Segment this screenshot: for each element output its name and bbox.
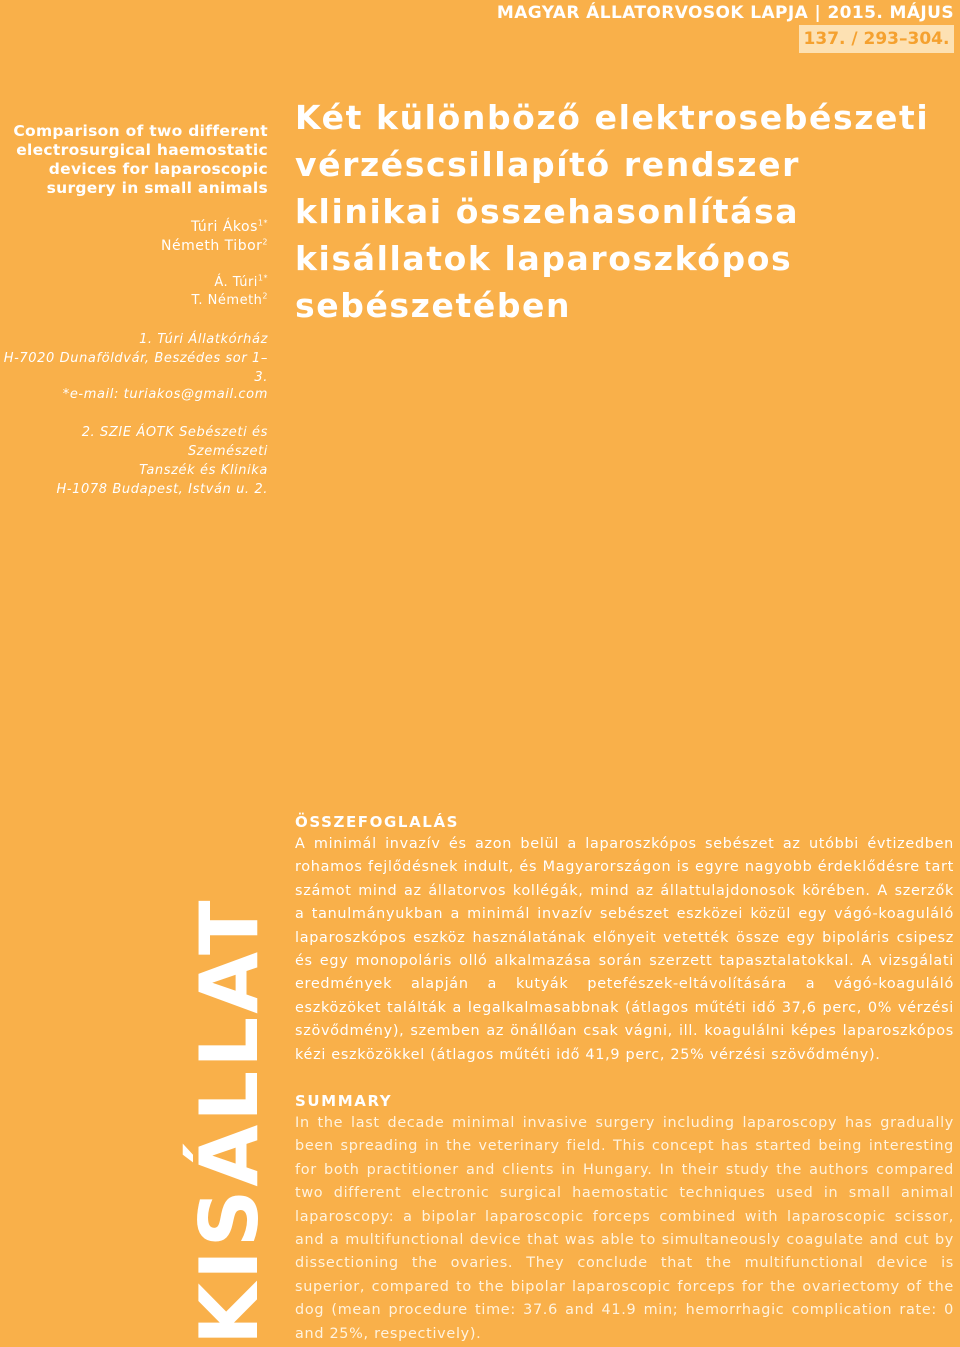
affiliation-2: 2. SZIE ÁOTK Sebészeti és Szemészeti Tanszék és Klinika H-1078 Budapest, István u. 2. — [56, 425, 268, 497]
abstract-en-heading: SUMMARY — [295, 1092, 393, 1110]
author-2: Németh Tibor$^2$ — [161, 237, 268, 254]
abstract-hu-heading: ÖSSZEFOGLALÁS — [295, 813, 460, 831]
authors-list — [0, 218, 268, 256]
page-range-badge: 137. / 293–304. — [799, 25, 954, 53]
abstract-english — [295, 1090, 954, 1346]
english-title: Comparison of two different electrosurgical haemostatic devices for laparoscopic surgery in small animals — [13, 122, 268, 197]
authors-short-list — [0, 274, 268, 310]
section-label-vertical: KISÁLLAT — [183, 897, 276, 1345]
abstract-en-text: In the last decade minimal invasive surgery including laparoscopy has gradually been spreading in the veterinary field. This concept has started being interesting for both practitioner and clients in Hungary. In their study the authors compared two different electronic surgical haemostatic techniques used in small animal laparoscopy: a bipolar laparoscopic forceps combined with laparoscopic scissor, and a multifunctional device that was able to simultaneously coagulate and cut by dissectioning the ovaries. They conclude that the multifunctional device is superior, compared to the bipolar laparoscopic forceps for the ovariectomy of the dog (mean procedure time: 37.6 and 41.9 min; hemorrhagic complication rate: 0 and 25%, respectively). — [295, 1115, 954, 1342]
journal-header: MAGYAR ÁLLATORVOSOK LAPJA | 2015. MÁJUS — [496, 3, 954, 23]
hungarian-title: Két különböző elektrosebészeti vérzéscsillapító rendszer klinikai összehasonlítása kisállatok laparoszkópos sebészetében — [295, 98, 930, 325]
author-short-1: Á. Túri$^{1*}$ — [214, 273, 268, 290]
abstract-hungarian — [295, 811, 954, 1067]
affiliation-1: 1. Túri Állatkórház H-7020 Dunaföldvár, Beszédes sor 1–3. — [3, 332, 268, 385]
author-short-2: T. Németh$^2$ — [191, 291, 268, 308]
abstract-hu-text: A minimál invazív és azon belül a laparoszkópos sebészet az utóbbi évtizedben rohamos fejlődésnek indult, és Magyarországon is egyre nagyobb érdeklődésre tart számot mind az állatorvos kollégák, mind az állattulajdonosok körében. A szerzők a tanulmányukban a minimál invazív sebészet eszközei közül egy vágó-koaguláló laparoszkópos eszköz használatának előnyeit vetették össze egy bipoláris csipesz és egy monopoláris olló alkalmazása során szerzett tapasztalatokkal. A vizsgálati eredmények alapján a kutyák petefészek-eltávolítására a vágó-koaguláló eszközöket találták a legalkalmasabbnak (átlagos műtéti idő 37,6 perc, 0% vérzési szövődmény), szemben az önállóan csak vágni, ill. koagulálni képes laparoszkópos kézi eszközökkel (átlagos műtéti idő 41,9 perc, 25% vérzési szövődmény). — [295, 836, 954, 1063]
author-1: Túri Ákos$^{1*}$ — [190, 218, 268, 235]
author-email: *e-mail: turiakos@gmail.com — [62, 387, 268, 402]
